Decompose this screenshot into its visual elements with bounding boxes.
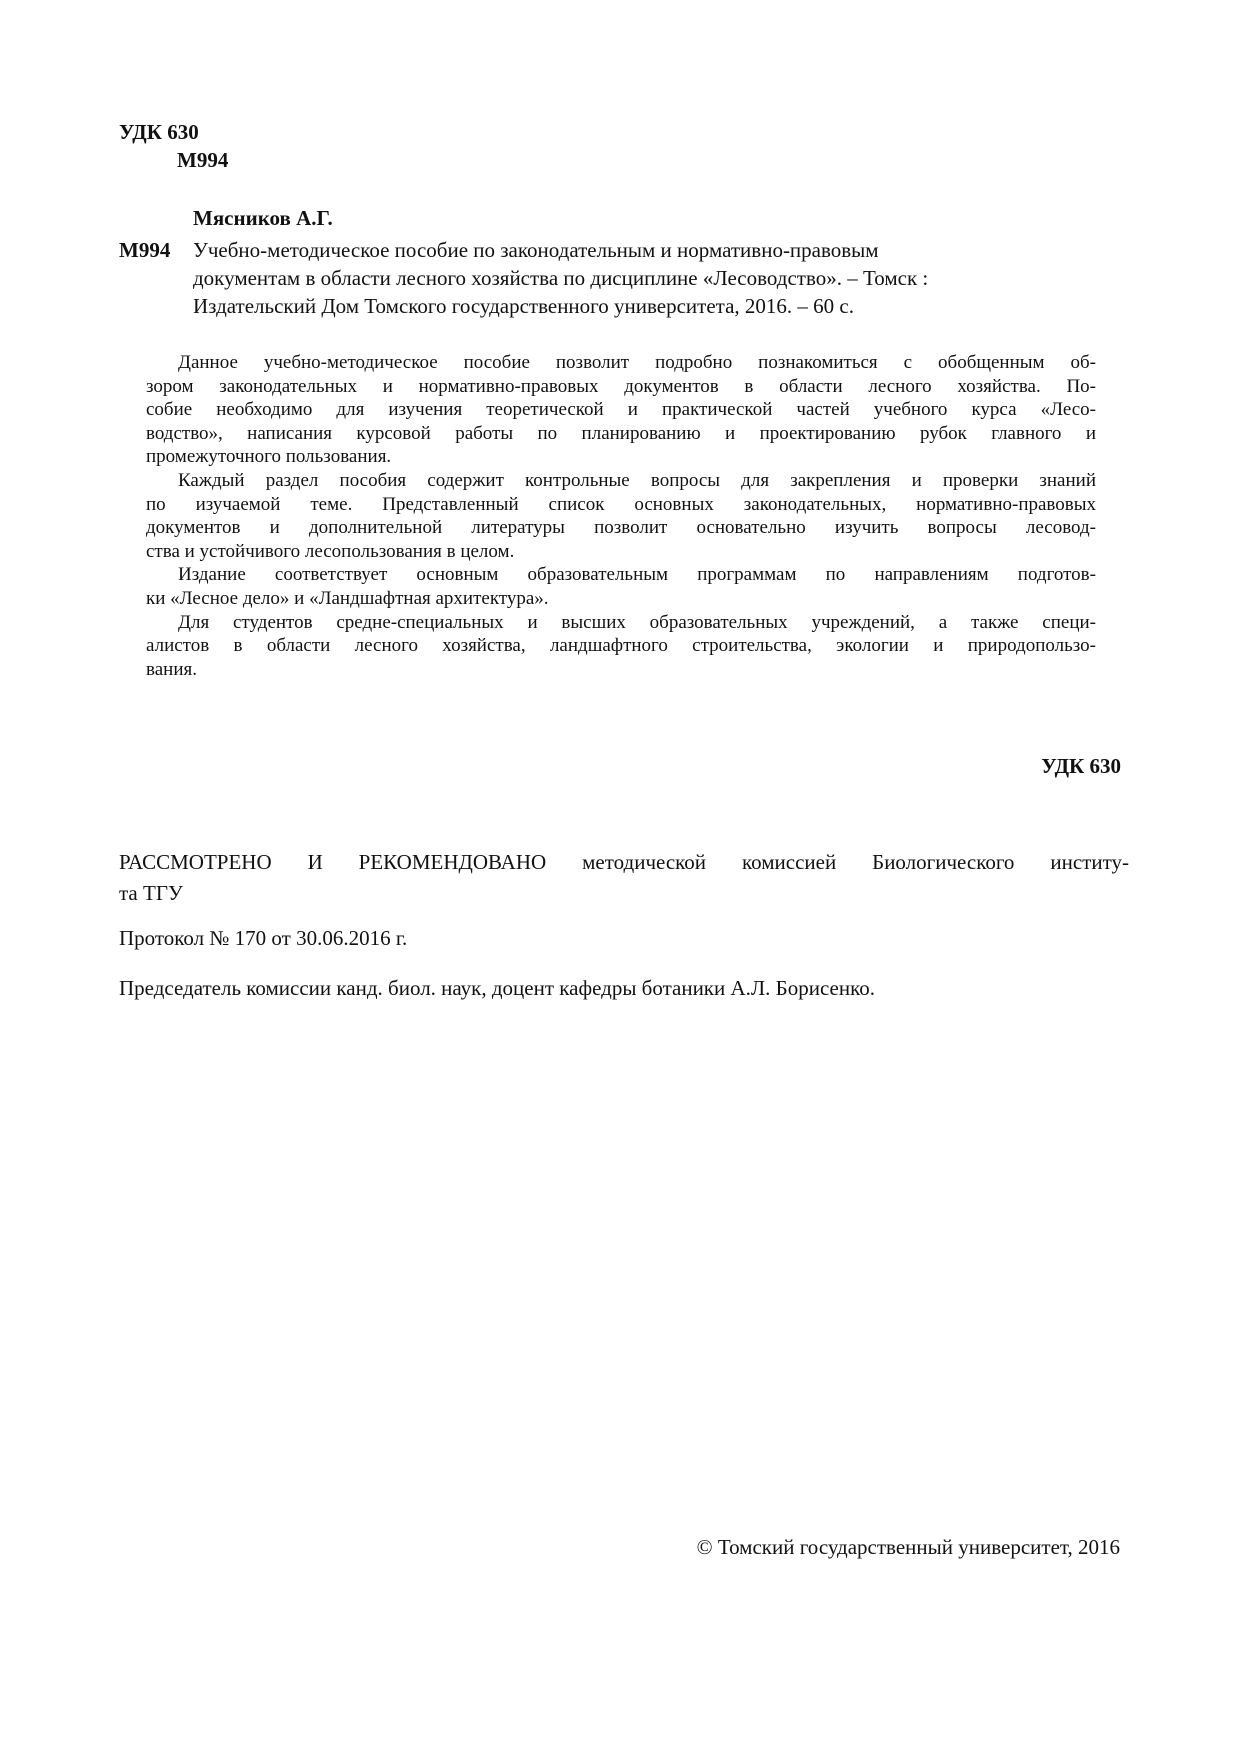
- annotation-line: ства и устойчивого лесопользования в целом.: [146, 540, 515, 562]
- protocol-line: Протокол № 170 от 30.06.2016 г.: [119, 926, 408, 950]
- annotation-line: по изучаемой теме. Представленный список основных законодательных, нормативно-правовых: [146, 493, 1096, 515]
- biblio-line: документам в области лесного хозяйства по дисциплине «Лесоводство». – Томск :: [193, 266, 929, 290]
- annotation-line: ки «Лесное дело» и «Ландшафтная архитектура».: [146, 587, 549, 609]
- annotation: [146, 351, 1096, 681]
- bibliographic-description: [193, 236, 1083, 320]
- commission-chair: Председатель комиссии канд. биол. наук, доцент кафедры ботаники А.Л. Борисенко.: [119, 976, 875, 1000]
- copyright-notice: © Томский государственный университет, 2016: [696, 1535, 1120, 1559]
- annotation-line: водство», написания курсовой работы по планированию и проектированию рубок главного и: [146, 422, 1096, 444]
- annotation-line: собие необходимо для изучения теоретической и практической частей учебного курса «Лесо-: [146, 399, 1096, 421]
- annotation-line: зором законодательных и нормативно-правовых документов в области лесного хозяйства. По-: [146, 375, 1096, 397]
- udk-header: [119, 118, 228, 174]
- approval-line: та ТГУ: [119, 881, 183, 905]
- udk-footer: УДК 630: [1041, 754, 1121, 778]
- annotation-line: Каждый раздел пособия содержит контрольные вопросы для закрепления и проверки знаний: [178, 469, 1096, 491]
- entry-code: М994: [119, 238, 171, 262]
- annotation-line: промежуточного пользования.: [146, 446, 392, 468]
- biblio-line: Учебно-методическое пособие по законодательным и нормативно-правовым: [193, 238, 879, 262]
- approval-line: РАССМОТРЕНО И РЕКОМЕНДОВАНО методической комиссией Биологического институ-: [119, 850, 1129, 874]
- approval-statement: [119, 847, 1129, 909]
- udk-code: УДК 630: [119, 120, 199, 144]
- author-mark-code: М994: [177, 148, 229, 172]
- annotation-line: Для студентов средне-специальных и высших образовательных учреждений, а также специ-: [178, 611, 1096, 633]
- biblio-line: Издательский Дом Томского государственного университета, 2016. – 60 с.: [193, 294, 854, 318]
- annotation-line: документов и дополнительной литературы позволит основательно изучить вопросы лесовод-: [146, 517, 1096, 539]
- annotation-line: Издание соответствует основным образовательным программам по направлениям подготов-: [178, 564, 1096, 586]
- author-name: Мясников А.Г.: [193, 206, 333, 230]
- annotation-line: Данное учебно-методическое пособие позволит подробно познакомиться с обобщенным об-: [178, 352, 1096, 373]
- annotation-line: вания.: [146, 658, 197, 680]
- annotation-line: алистов в области лесного хозяйства, ландшафтного строительства, экологии и природопользо-: [146, 635, 1096, 657]
